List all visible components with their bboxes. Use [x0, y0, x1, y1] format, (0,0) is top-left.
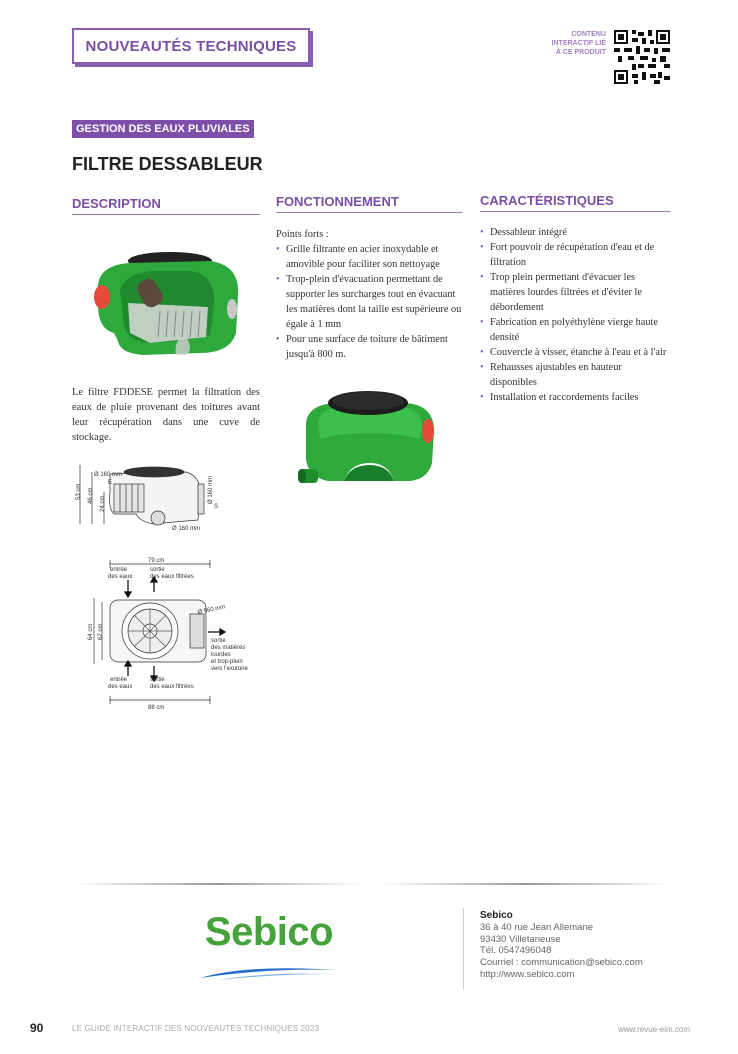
exit-bottom-line-1: sortie	[150, 677, 165, 683]
dim-24-label: 24 cm	[100, 495, 106, 512]
caracteristique-item: • Couvercle à visser, étanche à l'eau et à l'air	[480, 345, 670, 360]
guide-title: LE GUIDE INTERACTIF DES NOUVEAUTÉS TECHNIQUES 2023	[72, 1024, 320, 1033]
footer-separator-right	[382, 883, 672, 885]
fonctionnement-item: • Pour une surface de toiture de bâtiment jusqu'à 800 m.	[276, 332, 466, 362]
label-s: S	[214, 504, 219, 510]
entry-bottom-line-1: entrée	[110, 677, 128, 683]
contact-block	[480, 910, 690, 981]
caracteristique-item: • Installation et raccordements faciles	[480, 390, 670, 405]
caracteristiques-heading: CARACTÉRISTIQUES	[480, 193, 670, 212]
fonctionnement-intro: Points forts :	[276, 229, 329, 240]
sebico-logo[interactable]	[194, 910, 344, 982]
top-view-diagram	[80, 556, 270, 712]
caracteristique-item: • Fort pouvoir de récupération d'eau et de filtration	[480, 240, 670, 270]
exit-bottom-line-2: des eaux filtrées	[150, 684, 194, 690]
width-top-label: 79 cm	[148, 558, 165, 564]
logo-wordmark: Sebico	[204, 910, 334, 954]
category-tag: GESTION DES EAUX PLUVIALES	[72, 120, 254, 138]
height-outer-label: 64 cm	[88, 623, 94, 640]
caracteristique-item: • Fabrication en polyéthylène vierge haute densité	[480, 315, 670, 345]
caracteristique-item: • Rehausses ajustables en hauteur disponibles	[480, 360, 670, 390]
phone: Tél. 0547496048	[480, 945, 552, 957]
exit-top-line-2: des eaux filtrées	[150, 574, 194, 580]
pipe-bottom-label: Ø 160 mm	[172, 526, 201, 532]
label-e: E	[108, 480, 113, 486]
logo-wave-icon	[198, 960, 338, 982]
section-label-box	[72, 28, 310, 64]
description-text: Le filtre FDDESE permet la filtration des eaux de pluie provenant des toitures avant leur récupération dans une cuve de stockage.	[72, 387, 260, 443]
product-title: FILTRE DESSABLEUR	[72, 154, 263, 174]
lid-diameter-label: Ø 560 mm	[197, 604, 226, 616]
description-heading: DESCRIPTION	[72, 196, 260, 215]
email-link[interactable]: Courriel : communication@sebico.com	[480, 957, 643, 969]
filter-closed-illustration	[298, 383, 442, 495]
pipe-right-label: Ø 160 mm	[208, 475, 214, 504]
side-section-diagram	[70, 462, 220, 532]
exit-top-line-1: sortie	[150, 567, 165, 573]
fonctionnement-item: • Trop-plein d'évacuation permettant de supporter les surcharges tout en évacuant les matières dont la taille est supérieure ou égale à 1 mm	[276, 272, 466, 332]
qr-caption	[540, 30, 606, 57]
section-label: NOUVEAUTÉS TECHNIQUES	[85, 37, 297, 55]
caracteristique-item: • Trop plein permettant d'évacuer les matières lourdes filtrées et d'éviter le débordement	[480, 270, 670, 315]
entry-top-line-1: entrée	[110, 567, 128, 573]
qr-code-icon[interactable]	[614, 30, 670, 84]
side-exit-line-5: vers l'exutoire	[211, 666, 248, 672]
fonctionnement-heading: FONCTIONNEMENT	[276, 194, 462, 213]
caracteristiques-section	[480, 225, 670, 405]
qr-caption-line-3: À CE PRODUIT	[555, 49, 606, 56]
contact-divider	[463, 908, 464, 990]
footer-separator-left	[72, 883, 362, 885]
fonctionnement-section	[276, 227, 466, 362]
side-exit-line-4: et trop-plein	[211, 659, 243, 665]
caracteristique-item: • Dessableur intégré	[480, 225, 670, 240]
site-link[interactable]: www.revue-eim.com	[618, 1025, 691, 1034]
fonctionnement-item: • Grille filtrante en acier inoxydable et amovible pour faciliter son nettoyage	[276, 242, 466, 272]
height-inner-label: 62 cm	[98, 623, 104, 640]
side-exit-line-2: des matières	[211, 645, 246, 651]
pipe-top-label: Ø 160 mm	[94, 472, 123, 478]
entry-bottom-line-2: des eaux	[108, 684, 133, 690]
website-link[interactable]: http://www.sebico.com	[480, 968, 575, 980]
address-line-1: 36 à 40 rue Jean Allemane	[480, 921, 594, 933]
qr-caption-line-1: CONTENU	[571, 31, 606, 38]
side-exit-line-1: sortie	[211, 638, 226, 644]
dim-53-label: 53 cm	[76, 483, 82, 500]
dim-46-label: 46 cm	[88, 487, 94, 504]
width-bottom-label: 88 cm	[148, 705, 165, 711]
entry-top-line-2: des eaux	[108, 574, 133, 580]
company-name: Sebico	[480, 910, 513, 921]
qr-caption-line-2: INTERACTIF LIÉ	[551, 40, 606, 47]
filter-cutaway-illustration	[90, 245, 242, 357]
page-number: 90	[30, 1021, 44, 1035]
address-line-2: 93430 Villetaneuse	[480, 933, 561, 945]
side-exit-line-3: lourdes	[211, 652, 231, 658]
